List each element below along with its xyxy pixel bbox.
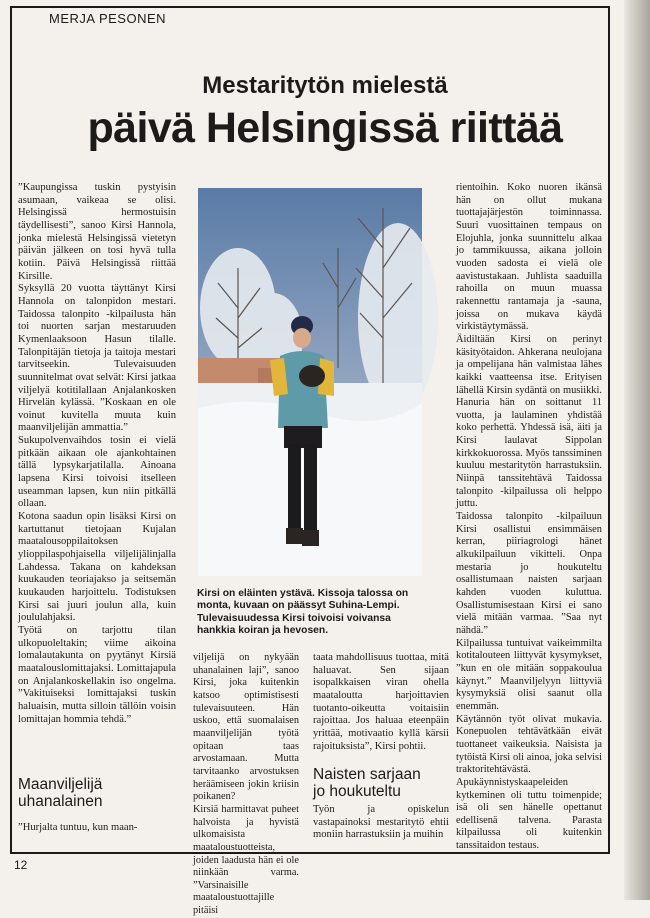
page-number: 12	[14, 858, 28, 872]
body-column-3: taata mahdollisuus tuottaa, mitä haluavat. Sen sijaan isopalkkaisen viran ohella maataloutta harjoittavien tuotanto-oikeutta voitaisiin rajoittaa. Jos haluaa eteenpäin yrittää, motivaatio kyllä kärsii rajoituksista”, Kirsi pohtii.	[313, 652, 449, 752]
body-column-1: ”Kaupungissa tuskin pystyisin asumaan, vaikeaa se olisi. Helsingissä hermostuisin täydellisesti”, sanoo Kirsi Hannola, jonka mielestä Helsingissä vietetyn päivän jälkeen on tosi hyvä tulla kotiin. Päivä Helsingissä riittää Kirsille. Syksyllä 20 vuotta täyttänyt Kirsi Hannola on talonpidon mestari. Taidossa talonpito -kilpailusta hän toi nuorten sarjan mestaruuden Kymenlaaksoon Hasun tilalle. Talonpitäjän tietoja ja taitoja mestari tarvitseekin. Tulevaisuuden suunnitelmat ovat selvät: Kirsi jatkaa viljelyä kotitilallaan Anjalankosken Hirvelän kylässä. ”Koskaan en ole voinut kuvitella muuta kuin maanviljelijän ammattia.” Sukupolvenvaihdos tosin ei vielä pitkään aikaan ole ajankohtainen tällä lypsykarjatilalla. Ainoana lapsena Kirsi toivoisi itselleen useamman lapsen, kun niin pitkällä ollaan. Kotona saadun opin lisäksi Kirsi on kartuttanut tietojaan Kujalan maatalousoppilaitoksen ylioppilaspohjaisella viljelijälinjalla Lahdessa. Takana on kahdeksan kuukauden teoriajakso ja seitsemän kuukauden harjoittelu. Todistuksen Kirsi sai juuri joulun alla, kuin joululahjaksi. Työtä on tarjottu tilan ulkopuoleltakin; viime aikoina lomalautakunta on pyytänyt Kirsiä maatalouslomittajaksi. Lomittajapula on Anjalankoskellakin iso ongelma. ”Vakituiseksi lomittajaksi tuskin haluaisin, mutta silloin tällöin voisin lomittajan hommia tehdä.”	[18, 182, 176, 725]
subheading-naisten-sarjaan: Naisten sarjaan jo houkuteltu	[313, 766, 421, 800]
headline: päivä Helsingissä riittää	[87, 104, 563, 152]
author-byline: MERJA PESONEN	[44, 11, 171, 26]
body-column-4: rientoihin. Koko nuoren ikänsä hän on ollut mukana tuottajajärjestön toiminnassa. Suuri vuosittainen tempaus on Elojuhla, jonka suunnittelu alkaa jo tammikuussa, aikana jolloin vuoden sadosta ei vielä ole aavistustakaan. Juhlista saaduilla rahoilla on muun muassa rakennettu rantamaja ja -sauna, joissa on mukava käydä virkistäytymässä. Äidiltään Kirsi on perinyt käsityötaidon. Ahkerana neulojana ja ompelijana hän valmistaa lähes kaikki vaatteensa itse. Erityisen lähellä Kirsin sydäntä on musiikki. Hanuria hän on soittanut 11 vuotta, ja laulaminen yhdistää koko perhettä. Yhdessä isä, äiti ja Kirsi laulavat Sippolan kirkkokuorossa. Myös tanssiminen kuuluu mestaritytön harrastuksiin. Niinpä tanssitehtävä Taidossa talonpito -kilpailussa oli helppo juttu. Taidossa talonpito -kilpailuun Kirsi osallistui ensimmäisen kerran, piiriagrologi hänet alkukilpailuun vikitteli. Onpa mestaria jo houkuteltu osallistumaan naisten sarjaan kahden vuoden kuluttua. Osallistumisestaan Kirsi ei sano vielä mitään varmaa. ”Saa nyt nähdä.” Kilpailussa tuntuivat vaikeimmilta kotitalouteen liittyvät kysymykset, ”kun en ole mitään soppakoulua käynyt.” Maanviljelyyn liittyviä kysymyksiä olisi saanut olla enemmän. Käytännön työt olivat mukavia. Konepuolen tehtävätkään eivät tuottaneet vaikeuksia. Naisista ja tytöistä Kirsi oli ainoa, joka selvisi traktoritehtävästä. Apukäynnistyskaapeleiden kytkeminen oli tuttu toimenpide; isä oli sen hänelle opettanut edellisenä talvena. Parasta kilpailussa oli kuitenkin tanssitaidon testaus.	[456, 182, 602, 852]
subheading-maanviljelija: Maanviljelijä uhanalainen	[18, 776, 103, 810]
body-column-2: viljelijä on nykyään uhanalainen laji”, sanoo Kirsi, joka kuitenkin katsoo optimistisesti tulevaisuuteen. Hän uskoo, että suomalaisen maanviljelijän työtä opitaan taas arvostamaan. Mutta tarvitaanko arvostuksen heräämiseen jokin kriisin poikanen? Kirsiä harmittavat puheet halvoista ja hyvistä ulkomaisista maataloustuotteista, joiden laadusta hän ei ole niinkään varma. ”Varsinaisille maataloustuottajille pitäisi	[193, 652, 299, 917]
kicker-title: Mestaritytön mielestä	[202, 72, 448, 99]
body-column-3-tail: Työn ja opiskelun vastapainoksi mestaritytö ehtii moniin harrastuksiin ja muihin	[313, 804, 449, 841]
photo-caption: Kirsi on eläinten ystävä. Kissoja talossa on monta, kuvaan on päässyt Suhina-Lempi. Tulevaisuudessa Kirsi toivoisi voivansa hankkia koiran ja hevosen.	[197, 588, 409, 637]
photo-winter-scene	[198, 188, 422, 576]
article-photo	[198, 188, 422, 576]
body-column-1-tail: ”Hurjalta tuntuu, kun maan-	[18, 822, 138, 833]
